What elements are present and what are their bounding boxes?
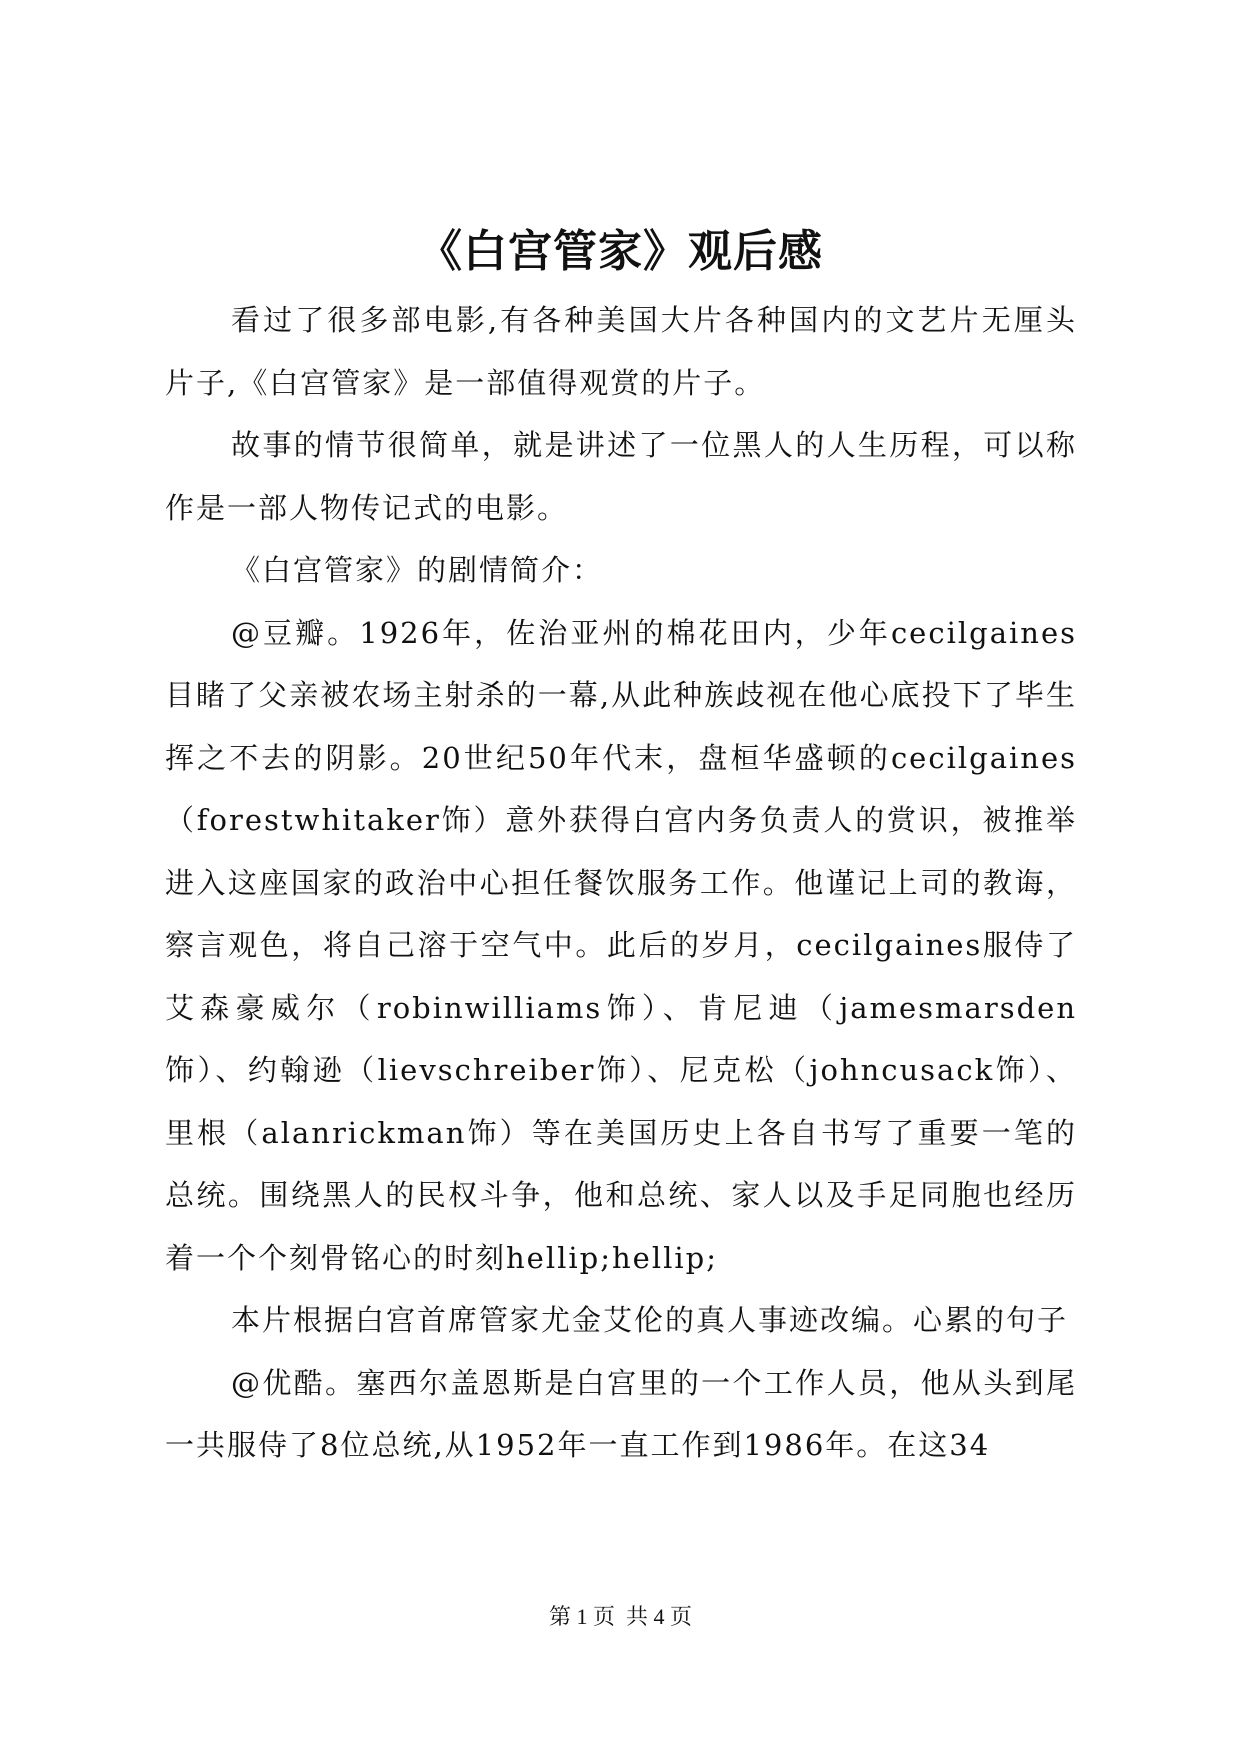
paragraph: 本片根据白宫首席管家尤金艾伦的真人事迹改编。心累的句子	[231, 1303, 1069, 1337]
paragraph: 《白宫管家》的剧情简介：	[231, 553, 604, 587]
document-title: 《白宫管家》观后感	[418, 226, 823, 277]
paragraph: 故事的情节很简单，就是讲述了一位黑人的人生历程，可以称作是一部人物传记式的电影。	[165, 428, 1077, 525]
page-number: 第 1 页 共 4 页	[548, 1604, 692, 1629]
page-footer	[0, 1602, 1241, 1632]
paragraph: @豆瓣。1926年，佐治亚州的棉花田内，少年cecilgaines目睹了父亲被农场主射杀的一幕,从此种族歧视在他心底投下了毕生挥之不去的阴影。20世纪50年代末，盘桓华盛顿的cecilgaines（forestwhitaker饰）意外获得白宫内务负责人的赏识，被推举进入这座国家的政治中心担任餐饮服务工作。他谨记上司的教诲，察言观色，将自己溶于空气中。此后的岁月，cecilgaines服侍了艾森豪威尔（robinwilliams饰）、肯尼迪（jamesmarsden饰）、约翰逊（lievschreiber饰）、尼克松（johncusack饰）、里根（alanrickman饰）等在美国历史上各自书写了重要一笔的总统。围绕黑人的民权斗争，他和总统、家人以及手足同胞也经历着一个个刻骨铭心的时刻hellip;hellip;	[165, 615, 1077, 1275]
paragraph: @优酷。塞西尔盖恩斯是白宫里的一个工作人员，他从头到尾一共服侍了8位总统,从1952年一直工作到1986年。在这34	[165, 1365, 1077, 1462]
paragraph: 看过了很多部电影,有各种美国大片各种国内的文艺片无厘头片子,《白宫管家》是一部值得观赏的片子。	[165, 303, 1077, 400]
document-body	[165, 289, 1077, 1477]
